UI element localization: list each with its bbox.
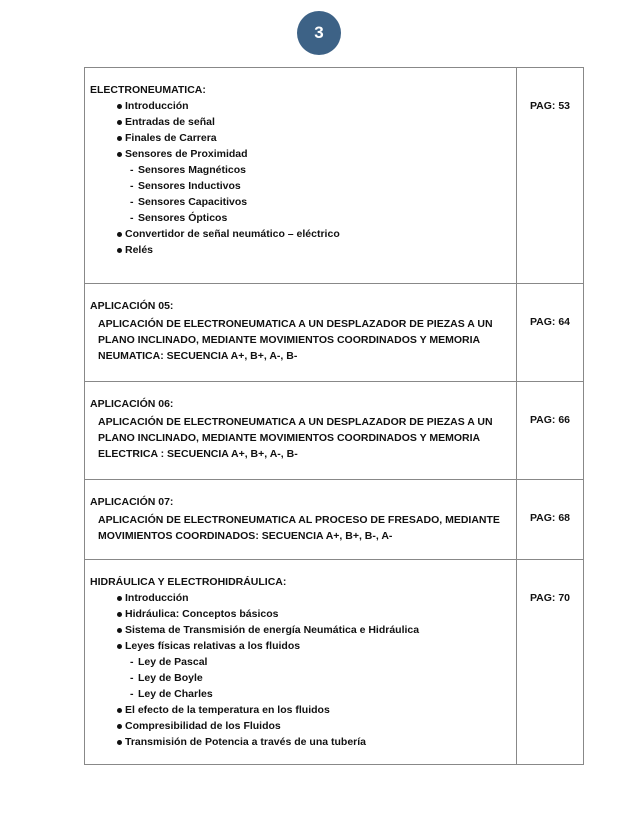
page-reference [517,68,584,284]
topic-item [90,226,512,242]
application-description [90,316,512,364]
table-of-contents [84,67,584,765]
section-title: ELECTRONEUMATICA: [90,84,206,96]
topic-item [90,114,512,130]
subtopic-item [90,686,512,702]
page-reference-label: PAG: 70 [529,592,571,604]
topic-label: Relés [125,244,154,256]
toc-row [85,284,584,382]
bullet-icon [117,136,122,141]
toc-row [85,560,584,765]
subtopic-label: Ley de Pascal [138,656,208,668]
page-reference [517,560,584,765]
page-reference [517,382,584,480]
topic-item [90,606,512,622]
page-reference [517,480,584,560]
dash-icon: - [130,688,134,700]
topic-item [90,590,512,606]
subtopic-list [90,654,512,702]
subtopic-label: Sensores Magnéticos [138,164,246,176]
subtopic-item [90,178,512,194]
bullet-icon [117,628,122,633]
topic-label: Compresibilidad de los Fluidos [125,720,281,732]
topic-label: Transmisión de Potencia a través de una tubería [125,736,366,748]
description-line: PLANO INCLINADO, MEDIANTE MOVIMIENTOS COORDINADOS Y MEMORIA [98,432,481,444]
section-title: APLICACIÓN 06: [90,398,174,410]
dash-icon: - [130,672,134,684]
topic-list [90,590,512,750]
topic-item [90,130,512,146]
bullet-icon [117,644,122,649]
topic-label: Sensores de Proximidad [125,148,248,160]
application-description [90,414,512,462]
topic-item [90,98,512,114]
bullet-icon [117,708,122,713]
bullet-icon [117,104,122,109]
description-line: MOVIMIENTOS COORDINADOS: SECUENCIA A+, B+, B-, A- [98,530,393,542]
topic-label: Finales de Carrera [125,132,217,144]
bullet-icon [117,248,122,253]
subtopic-item [90,670,512,686]
bullet-icon [117,596,122,601]
application-description [90,512,512,544]
dash-icon: - [130,196,134,208]
dash-icon: - [130,180,134,192]
toc-entry [85,68,517,284]
toc-row [85,382,584,480]
bullet-icon [117,120,122,125]
subtopic-label: Sensores Capacitivos [138,196,248,208]
topic-item [90,638,512,654]
section-title: HIDRÁULICA Y ELECTROHIDRÁULICA: [90,576,287,588]
subtopic-list [90,162,512,226]
dash-icon: - [130,164,134,176]
bullet-icon [117,152,122,157]
toc-row [85,68,584,284]
description-line: ELECTRICA : SECUENCIA A+, B+, A-, B- [98,448,298,460]
topic-label: Introducción [125,100,189,112]
description-line: APLICACIÓN DE ELECTRONEUMATICA A UN DESPLAZADOR DE PIEZAS A UN [98,318,493,330]
toc-entry [85,382,517,480]
topic-item [90,146,512,162]
topic-label: Hidráulica: Conceptos básicos [125,608,279,620]
topic-label: Introducción [125,592,189,604]
bullet-icon [117,232,122,237]
topic-item [90,622,512,638]
page-number-badge: 3 [297,11,341,55]
topic-item [90,718,512,734]
subtopic-label: Ley de Boyle [138,672,203,684]
toc-entry [85,560,517,765]
dash-icon: - [130,212,134,224]
subtopic-item [90,194,512,210]
section-title: APLICACIÓN 07: [90,496,174,508]
description-line: PLANO INCLINADO, MEDIANTE MOVIMIENTOS COORDINADOS Y MEMORIA [98,334,481,346]
page-reference-label: PAG: 64 [529,316,571,328]
description-line: APLICACIÓN DE ELECTRONEUMATICA A UN DESPLAZADOR DE PIEZAS A UN [98,416,493,428]
topic-label: Sistema de Transmisión de energía Neumática e Hidráulica [125,624,420,636]
subtopic-label: Sensores Ópticos [138,212,228,224]
toc-entry [85,284,517,382]
page-reference-label: PAG: 66 [529,414,571,426]
topic-label: Leyes físicas relativas a los fluidos [125,640,301,652]
subtopic-label: Sensores Inductivos [138,180,241,192]
topic-list [90,98,512,258]
bullet-icon [117,612,122,617]
topic-item [90,734,512,750]
topic-label: El efecto de la temperatura en los fluidos [125,704,330,716]
bullet-icon [117,740,122,745]
toc-row [85,480,584,560]
toc-body [85,68,584,765]
section-title: APLICACIÓN 05: [90,300,174,312]
toc-entry [85,480,517,560]
subtopic-label: Ley de Charles [138,688,213,700]
topic-label: Convertidor de señal neumático – eléctrico [125,228,340,240]
page-reference-label: PAG: 68 [529,512,571,524]
page-reference [517,284,584,382]
topic-label: Entradas de señal [125,116,215,128]
topic-item [90,242,512,258]
dash-icon: - [130,656,134,668]
subtopic-item [90,654,512,670]
subtopic-item [90,210,512,226]
page-reference-label: PAG: 53 [529,100,571,112]
subtopic-item [90,162,512,178]
topic-item [90,702,512,718]
bullet-icon [117,724,122,729]
description-line: NEUMATICA: SECUENCIA A+, B+, A-, B- [98,350,298,362]
description-line: APLICACIÓN DE ELECTRONEUMATICA AL PROCESO DE FRESADO, MEDIANTE [98,514,500,526]
